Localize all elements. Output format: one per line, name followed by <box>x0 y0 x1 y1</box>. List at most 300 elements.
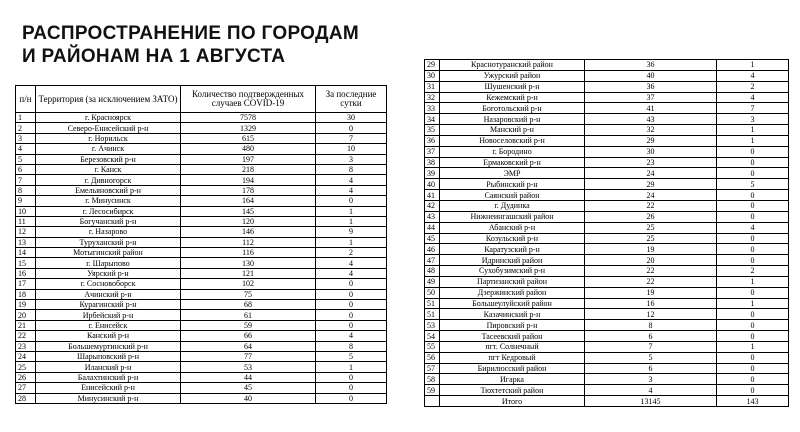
row-territory: г. Сосновоборск <box>36 279 181 289</box>
right-table <box>424 59 789 407</box>
row-territory: Идринский район <box>440 255 585 266</box>
row-number: 34 <box>425 114 440 125</box>
table-row <box>425 70 789 81</box>
row-number: 46 <box>425 244 440 255</box>
row-territory: г. Бородино <box>440 146 585 157</box>
row-territory: Пировский р-н <box>440 320 585 331</box>
row-cases: 7578 <box>181 113 316 123</box>
row-last-day: 3 <box>316 154 387 164</box>
row-territory: Туруханский р-н <box>36 237 181 247</box>
row-number: 42 <box>425 200 440 211</box>
table-row <box>16 185 387 195</box>
row-cases: 145 <box>181 206 316 216</box>
header-territory: Территория (за исключением ЗАТО) <box>36 86 181 113</box>
row-cases: 5 <box>585 352 717 363</box>
row-territory: Большеулуйский район <box>440 298 585 309</box>
row-cases: 26 <box>585 211 717 222</box>
row-last-day: 0 <box>717 287 789 298</box>
row-number: 50 <box>425 287 440 298</box>
table-row <box>16 133 387 143</box>
table-row <box>16 300 387 310</box>
row-last-day: 2 <box>717 266 789 277</box>
total-cases: 13145 <box>585 396 717 407</box>
row-number: 22 <box>16 331 36 341</box>
row-last-day: 0 <box>316 383 387 393</box>
row-number: 10 <box>16 206 36 216</box>
row-number: 20 <box>16 310 36 320</box>
row-territory: Рыбинский р-н <box>440 179 585 190</box>
row-last-day: 0 <box>717 331 789 342</box>
total-blank-cell <box>425 396 440 407</box>
row-last-day: 2 <box>316 248 387 258</box>
row-last-day: 4 <box>717 92 789 103</box>
row-cases: 20 <box>585 255 717 266</box>
total-last-day: 143 <box>717 396 789 407</box>
table-row <box>16 196 387 206</box>
row-cases: 25 <box>585 222 717 233</box>
row-territory: Тасеевский район <box>440 331 585 342</box>
row-territory: г. Лесосибирск <box>36 206 181 216</box>
table-row <box>425 352 789 363</box>
row-last-day: 0 <box>316 196 387 206</box>
row-cases: 102 <box>181 279 316 289</box>
row-number: 59 <box>425 385 440 396</box>
table-row <box>16 383 387 393</box>
row-last-day: 5 <box>316 351 387 361</box>
row-cases: 19 <box>585 287 717 298</box>
row-cases: 36 <box>585 60 717 71</box>
table-row <box>425 309 789 320</box>
table-row <box>16 227 387 237</box>
row-territory: Саянский район <box>440 190 585 201</box>
row-cases: 25 <box>585 233 717 244</box>
row-cases: 75 <box>181 289 316 299</box>
table-row <box>16 258 387 268</box>
row-last-day: 0 <box>316 300 387 310</box>
row-last-day: 1 <box>717 341 789 352</box>
row-last-day: 0 <box>316 320 387 330</box>
row-number: 40 <box>425 179 440 190</box>
row-last-day: 4 <box>316 331 387 341</box>
row-cases: 59 <box>181 320 316 330</box>
table-row <box>425 363 789 374</box>
row-cases: 116 <box>181 248 316 258</box>
table-row <box>425 331 789 342</box>
header-num: п/н <box>16 86 36 113</box>
row-last-day: 0 <box>717 320 789 331</box>
row-cases: 29 <box>585 179 717 190</box>
row-territory: Краснотуранский район <box>440 60 585 71</box>
row-last-day: 1 <box>316 206 387 216</box>
row-number: 47 <box>425 255 440 266</box>
row-cases: 1329 <box>181 123 316 133</box>
row-cases: 23 <box>585 157 717 168</box>
table-row <box>425 92 789 103</box>
row-number: 13 <box>16 237 36 247</box>
row-cases: 6 <box>585 363 717 374</box>
row-last-day: 1 <box>717 276 789 287</box>
table-row <box>425 135 789 146</box>
row-cases: 615 <box>181 133 316 143</box>
row-cases: 40 <box>181 393 316 403</box>
table-row <box>16 123 387 133</box>
row-last-day: 0 <box>717 168 789 179</box>
row-cases: 41 <box>585 103 717 114</box>
row-number: 56 <box>425 352 440 363</box>
row-cases: 16 <box>585 298 717 309</box>
row-territory: Партизанский район <box>440 276 585 287</box>
row-cases: 6 <box>585 331 717 342</box>
row-number: 6 <box>16 164 36 174</box>
row-territory: г. Канск <box>36 164 181 174</box>
row-number: 31 <box>425 81 440 92</box>
row-number: 30 <box>425 70 440 81</box>
table-row <box>16 289 387 299</box>
table-row <box>16 206 387 216</box>
table-row <box>425 255 789 266</box>
row-number: 16 <box>16 268 36 278</box>
row-territory: г. Енисейск <box>36 320 181 330</box>
row-cases: 32 <box>585 125 717 136</box>
table-row <box>425 320 789 331</box>
table-row <box>425 266 789 277</box>
row-number: 43 <box>425 211 440 222</box>
table-row <box>16 351 387 361</box>
row-number: 45 <box>425 233 440 244</box>
row-territory: Нижнеингашский район <box>440 211 585 222</box>
page-title <box>22 22 402 68</box>
row-number: 8 <box>16 185 36 195</box>
row-territory: Богучанский р-н <box>36 216 181 226</box>
table-row <box>425 385 789 396</box>
row-territory: г. Дудинка <box>440 200 585 211</box>
row-cases: 43 <box>585 114 717 125</box>
table-row <box>16 154 387 164</box>
row-last-day: 0 <box>717 352 789 363</box>
row-number: 35 <box>425 125 440 136</box>
row-number: 12 <box>16 227 36 237</box>
row-number: 57 <box>425 363 440 374</box>
row-territory: Балахтинский р-н <box>36 372 181 382</box>
row-cases: 77 <box>181 351 316 361</box>
row-territory: Тюхтетский район <box>440 385 585 396</box>
row-cases: 112 <box>181 237 316 247</box>
row-territory: г. Назарово <box>36 227 181 237</box>
row-cases: 36 <box>585 81 717 92</box>
row-cases: 164 <box>181 196 316 206</box>
row-territory: Каратузский р-н <box>440 244 585 255</box>
row-last-day: 0 <box>316 310 387 320</box>
table-row <box>425 125 789 136</box>
row-number: 48 <box>425 266 440 277</box>
table-row <box>425 244 789 255</box>
row-last-day: 3 <box>717 114 789 125</box>
row-number: 11 <box>16 216 36 226</box>
row-cases: 64 <box>181 341 316 351</box>
row-cases: 3 <box>585 374 717 385</box>
table-row <box>425 298 789 309</box>
row-number: 44 <box>425 222 440 233</box>
row-number: 19 <box>16 300 36 310</box>
table-row <box>16 331 387 341</box>
row-territory: Мотыгинский район <box>36 248 181 258</box>
row-number: 17 <box>16 279 36 289</box>
table-row <box>16 310 387 320</box>
table-row <box>16 113 387 123</box>
row-number: 2 <box>16 123 36 133</box>
row-last-day: 0 <box>316 372 387 382</box>
table-header-row <box>16 86 387 113</box>
row-territory: пгт Кедровый <box>440 352 585 363</box>
row-territory: Курагинский р-н <box>36 300 181 310</box>
row-territory: Игарка <box>440 374 585 385</box>
row-territory: Ирбейский р-н <box>36 310 181 320</box>
table-row <box>16 216 387 226</box>
row-number: 24 <box>16 351 36 361</box>
row-cases: 22 <box>585 200 717 211</box>
row-number: 38 <box>425 157 440 168</box>
row-territory: Манский р-н <box>440 125 585 136</box>
row-territory: Уярский р-н <box>36 268 181 278</box>
row-cases: 146 <box>181 227 316 237</box>
row-cases: 197 <box>181 154 316 164</box>
table-row <box>16 144 387 154</box>
row-territory: Ужурский район <box>440 70 585 81</box>
row-last-day: 0 <box>717 233 789 244</box>
header-last-day: За последние сутки <box>316 86 387 113</box>
row-last-day: 4 <box>717 70 789 81</box>
row-last-day: 0 <box>717 255 789 266</box>
row-cases: 22 <box>585 266 717 277</box>
row-number: 7 <box>16 175 36 185</box>
row-last-day: 5 <box>717 179 789 190</box>
table-row <box>425 341 789 352</box>
row-territory: Дзержинский район <box>440 287 585 298</box>
row-last-day: 1 <box>717 135 789 146</box>
row-cases: 37 <box>585 92 717 103</box>
table-row <box>16 372 387 382</box>
row-last-day: 0 <box>717 309 789 320</box>
table-row <box>425 200 789 211</box>
row-territory: Емельяновский р-н <box>36 185 181 195</box>
row-last-day: 4 <box>316 268 387 278</box>
row-number: 53 <box>425 320 440 331</box>
row-cases: 44 <box>181 372 316 382</box>
row-territory: Шарыповский р-н <box>36 351 181 361</box>
row-territory: Бирилюсский район <box>440 363 585 374</box>
table-row <box>16 279 387 289</box>
table-row <box>16 393 387 403</box>
row-last-day: 0 <box>717 363 789 374</box>
row-cases: 22 <box>585 276 717 287</box>
row-number: 9 <box>16 196 36 206</box>
table-row <box>425 211 789 222</box>
row-last-day: 0 <box>316 123 387 133</box>
row-number: 18 <box>16 289 36 299</box>
row-cases: 68 <box>181 300 316 310</box>
row-cases: 7 <box>585 341 717 352</box>
table-row <box>425 60 789 71</box>
table-row <box>16 341 387 351</box>
row-territory: ЭМР <box>440 168 585 179</box>
row-cases: 40 <box>585 70 717 81</box>
row-number: 4 <box>16 144 36 154</box>
row-cases: 4 <box>585 385 717 396</box>
table-row <box>425 146 789 157</box>
table-row <box>16 164 387 174</box>
row-last-day: 4 <box>717 222 789 233</box>
row-number: 29 <box>425 60 440 71</box>
row-last-day: 4 <box>316 185 387 195</box>
row-number: 14 <box>16 248 36 258</box>
total-label: Итого <box>440 396 585 407</box>
row-last-day: 0 <box>717 157 789 168</box>
row-cases: 218 <box>181 164 316 174</box>
table-row <box>425 168 789 179</box>
row-territory: Боготольский р-н <box>440 103 585 114</box>
table-row <box>425 157 789 168</box>
table-row <box>16 320 387 330</box>
table-row <box>16 362 387 372</box>
row-cases: 8 <box>585 320 717 331</box>
row-last-day: 0 <box>316 289 387 299</box>
table-row <box>425 222 789 233</box>
row-territory: Ачинский р-н <box>36 289 181 299</box>
row-last-day: 8 <box>316 341 387 351</box>
row-number: 28 <box>16 393 36 403</box>
row-last-day: 0 <box>717 244 789 255</box>
row-number: 33 <box>425 103 440 114</box>
table-row <box>425 190 789 201</box>
row-territory: Канский р-н <box>36 331 181 341</box>
row-territory: Казачинский р-н <box>440 309 585 320</box>
table-row <box>425 103 789 114</box>
row-territory: Назаровский р-н <box>440 114 585 125</box>
row-cases: 66 <box>181 331 316 341</box>
row-number: 39 <box>425 168 440 179</box>
row-number: 23 <box>16 341 36 351</box>
table-row <box>425 179 789 190</box>
row-number: 49 <box>425 276 440 287</box>
row-last-day: 30 <box>316 113 387 123</box>
row-number: 37 <box>425 146 440 157</box>
table-row <box>425 276 789 287</box>
row-cases: 130 <box>181 258 316 268</box>
row-cases: 178 <box>181 185 316 195</box>
row-last-day: 0 <box>717 374 789 385</box>
row-territory: г. Красноярск <box>36 113 181 123</box>
row-last-day: 7 <box>717 103 789 114</box>
page-title-line2: И РАЙОНАМ НА 1 АВГУСТА <box>22 46 286 67</box>
header-cases: Количество подтвержденных случаев COVID-19 <box>181 86 316 113</box>
row-last-day: 8 <box>316 164 387 174</box>
row-number: 1 <box>16 113 36 123</box>
row-last-day: 1 <box>717 298 789 309</box>
row-cases: 480 <box>181 144 316 154</box>
total-row <box>425 396 789 407</box>
row-number: 51 <box>425 298 440 309</box>
row-last-day: 0 <box>717 146 789 157</box>
row-last-day: 1 <box>717 125 789 136</box>
row-cases: 45 <box>181 383 316 393</box>
row-number: 54 <box>425 331 440 342</box>
row-last-day: 1 <box>316 362 387 372</box>
row-number: 21 <box>16 320 36 330</box>
row-number: 5 <box>16 154 36 164</box>
page-title-line1: РАСПРОСТРАНЕНИЕ ПО ГОРОДАМ <box>22 23 359 44</box>
row-cases: 12 <box>585 309 717 320</box>
row-territory: Шушенский р-н <box>440 81 585 92</box>
table-row <box>16 237 387 247</box>
row-territory: г. Шарыпово <box>36 258 181 268</box>
row-territory: пгт. Солнечный <box>440 341 585 352</box>
row-territory: Иланский р-н <box>36 362 181 372</box>
row-last-day: 0 <box>316 393 387 403</box>
row-cases: 19 <box>585 244 717 255</box>
row-territory: Северо-Енисейский р-н <box>36 123 181 133</box>
row-number: 41 <box>425 190 440 201</box>
table-row <box>16 248 387 258</box>
table-row <box>425 81 789 92</box>
row-last-day: 0 <box>717 200 789 211</box>
table-row <box>16 175 387 185</box>
row-territory: г. Норильск <box>36 133 181 143</box>
row-territory: Кежемский р-н <box>440 92 585 103</box>
row-number: 58 <box>425 374 440 385</box>
left-table <box>15 85 387 404</box>
row-territory: г. Дивногорск <box>36 175 181 185</box>
row-cases: 24 <box>585 190 717 201</box>
row-cases: 61 <box>181 310 316 320</box>
row-cases: 121 <box>181 268 316 278</box>
row-last-day: 1 <box>717 60 789 71</box>
row-last-day: 9 <box>316 227 387 237</box>
row-territory: г. Ачинск <box>36 144 181 154</box>
table-row <box>425 114 789 125</box>
row-number: 51 <box>425 309 440 320</box>
row-number: 3 <box>16 133 36 143</box>
row-territory: Минусинский р-н <box>36 393 181 403</box>
row-cases: 120 <box>181 216 316 226</box>
row-territory: Сухобузимский р-н <box>440 266 585 277</box>
row-last-day: 0 <box>316 279 387 289</box>
row-territory: Енисейский р-н <box>36 383 181 393</box>
table-row <box>16 268 387 278</box>
row-last-day: 1 <box>316 216 387 226</box>
row-territory: Большемуртинский р-н <box>36 341 181 351</box>
row-territory: г. Минусинск <box>36 196 181 206</box>
table-row <box>425 374 789 385</box>
row-last-day: 4 <box>316 175 387 185</box>
row-territory: Козульский р-н <box>440 233 585 244</box>
row-number: 27 <box>16 383 36 393</box>
row-last-day: 2 <box>717 81 789 92</box>
row-last-day: 4 <box>316 258 387 268</box>
row-number: 32 <box>425 92 440 103</box>
row-territory: Новоселовский р-н <box>440 135 585 146</box>
row-last-day: 10 <box>316 144 387 154</box>
row-number: 26 <box>16 372 36 382</box>
table-row <box>425 287 789 298</box>
table-row <box>425 233 789 244</box>
row-number: 25 <box>16 362 36 372</box>
row-territory: Ермаковский р-н <box>440 157 585 168</box>
row-cases: 30 <box>585 146 717 157</box>
row-number: 55 <box>425 341 440 352</box>
row-number: 15 <box>16 258 36 268</box>
row-territory: Абанский р-н <box>440 222 585 233</box>
row-cases: 53 <box>181 362 316 372</box>
